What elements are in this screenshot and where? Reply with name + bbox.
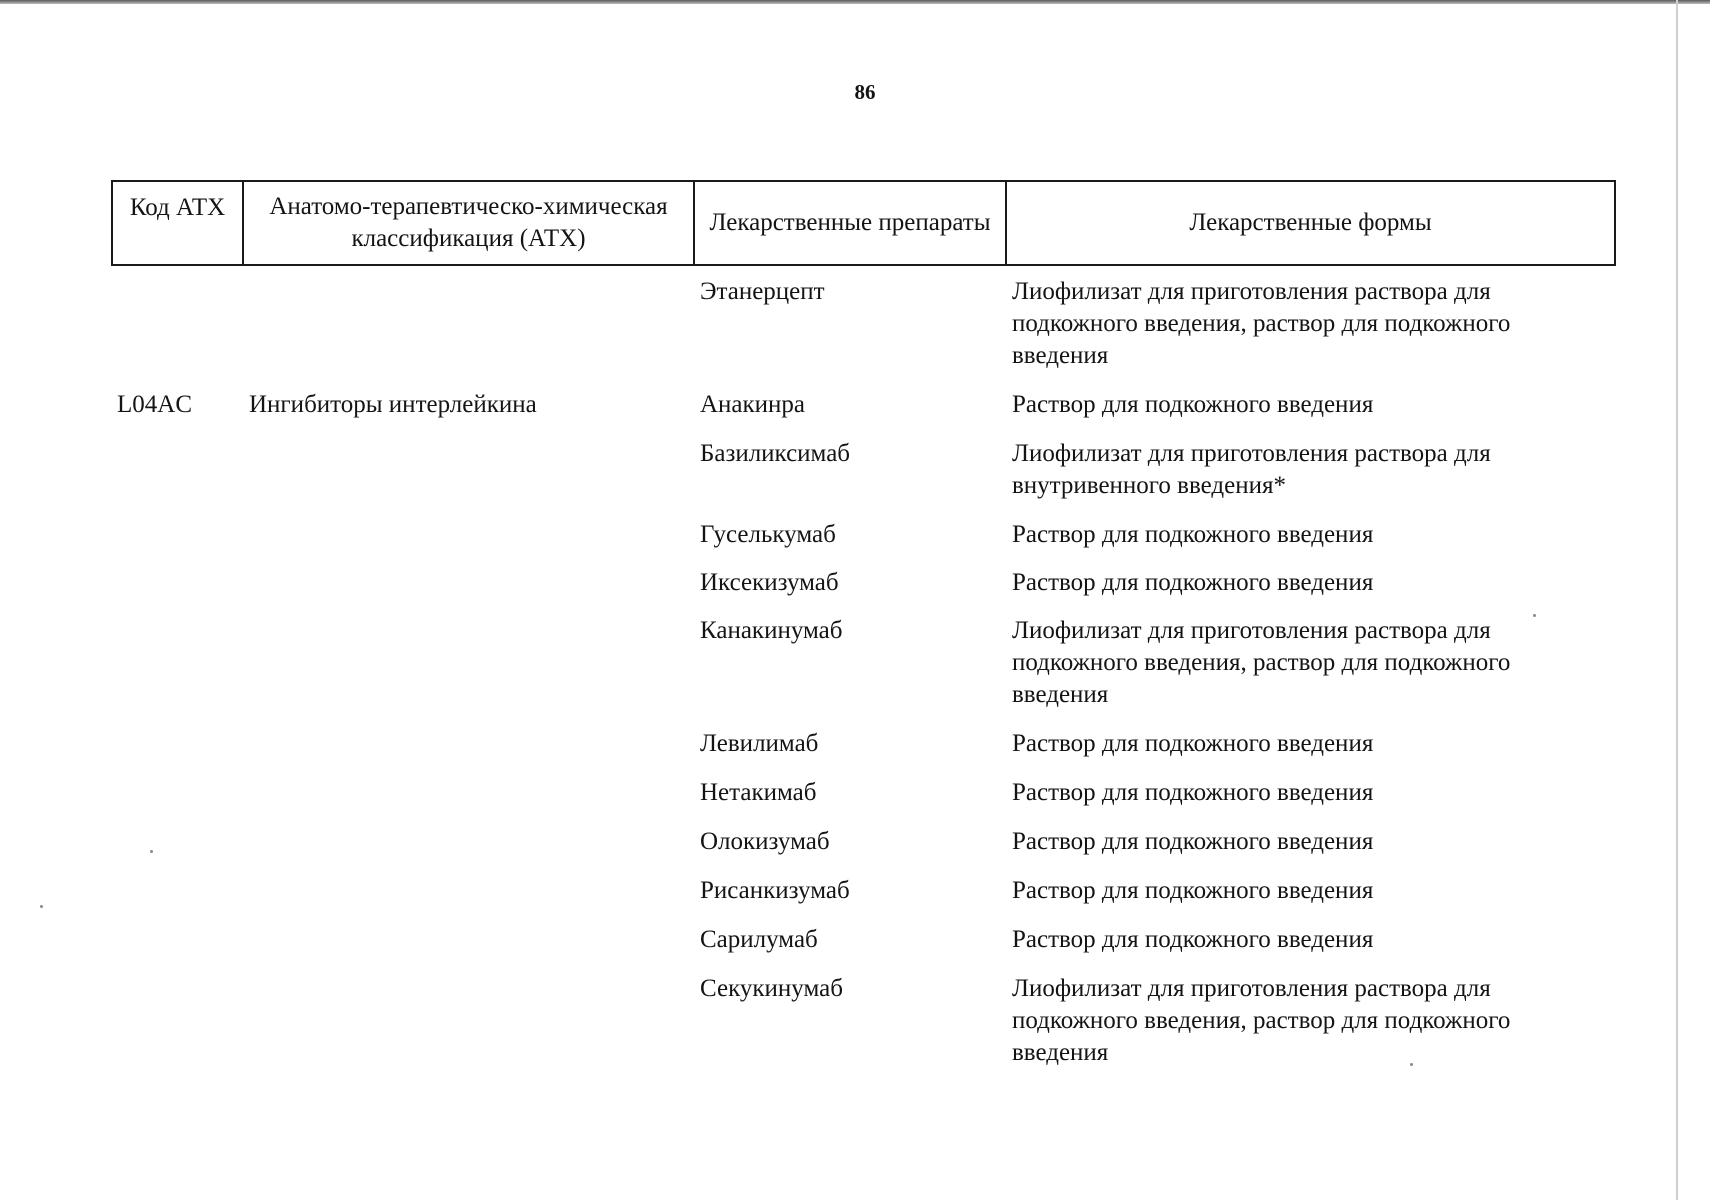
cell-code [111, 519, 242, 551]
cell-form: Лиофилизат для приготовления раствора для подкожного введения, раствор для подкожного введения [1012, 617, 1511, 708]
cell-code: L04AC [117, 391, 192, 418]
cell-code [111, 973, 242, 1069]
table-row [111, 826, 1616, 858]
table-row [111, 728, 1616, 760]
cell-drug: Рисанкизумаб [700, 877, 850, 904]
cell-form: Раствор для подкожного введения [1012, 521, 1374, 548]
table-row [111, 777, 1616, 809]
cell-code [111, 615, 242, 711]
scan-speck [40, 905, 43, 908]
cell-form: Раствор для подкожного введения [1012, 828, 1374, 855]
table-row [111, 875, 1616, 907]
cell-classification [242, 615, 693, 711]
cell-drug: Секукинумаб [700, 975, 843, 1002]
cell-form: Раствор для подкожного введения [1012, 779, 1374, 806]
scan-edge-right [1676, 0, 1678, 1200]
scan-edge-top [0, 0, 1710, 4]
cell-code [111, 777, 242, 809]
table-body [111, 270, 1616, 1069]
cell-drug: Анакинра [700, 391, 806, 418]
cell-code [111, 276, 242, 372]
cell-drug: Иксекизумаб [700, 569, 839, 596]
cell-code [111, 567, 242, 599]
cell-drug: Гуселькумаб [700, 521, 836, 548]
cell-form: Лиофилизат для приготовления раствора для внутривенного введения* [1012, 440, 1491, 499]
table-row [111, 567, 1616, 599]
table-header [111, 180, 1616, 266]
cell-classification: Ингибиторы интерлейкина [249, 391, 537, 418]
cell-drug: Базиликсимаб [700, 440, 851, 467]
cell-classification [242, 438, 693, 502]
table-row [111, 438, 1616, 502]
cell-form: Раствор для подкожного введения [1012, 730, 1374, 757]
table-row [111, 924, 1616, 956]
cell-code [111, 924, 242, 956]
cell-form: Лиофилизат для приготовления раствора для подкожного введения, раствор для подкожного введения [1012, 975, 1511, 1066]
cell-drug: Канакинумаб [700, 617, 843, 644]
cell-code [111, 438, 242, 502]
table-row [111, 973, 1616, 1069]
cell-form: Лиофилизат для приготовления раствора для подкожного введения, раствор для подкожного введения [1012, 278, 1511, 369]
table-row [111, 615, 1616, 711]
cell-drug: Нетакимаб [700, 779, 817, 806]
cell-code [111, 826, 242, 858]
header-forms: Лекарственные формы [1189, 209, 1432, 236]
page-number: 86 [854, 80, 876, 104]
table-row [111, 519, 1616, 551]
cell-classification [242, 924, 693, 956]
header-code: Код АТХ [113, 182, 244, 264]
header-classification: Анатомо-терапевтическо-химическая классификация (АТХ) [244, 182, 695, 264]
cell-classification [242, 826, 693, 858]
cell-drug: Этанерцепт [700, 278, 825, 305]
cell-classification [242, 276, 693, 372]
cell-classification [242, 875, 693, 907]
cell-classification [242, 567, 693, 599]
cell-code [111, 728, 242, 760]
cell-classification [242, 777, 693, 809]
header-drugs: Лекарственные препараты [695, 182, 1007, 264]
cell-form: Раствор для подкожного введения [1012, 569, 1374, 596]
cell-form: Раствор для подкожного введения [1012, 877, 1374, 904]
cell-form: Раствор для подкожного введения [1012, 926, 1374, 953]
cell-code [111, 875, 242, 907]
cell-classification [242, 519, 693, 551]
cell-drug: Олокизумаб [700, 828, 830, 855]
cell-form: Раствор для подкожного введения [1012, 391, 1374, 418]
cell-classification [242, 973, 693, 1069]
table-row [111, 389, 1616, 421]
cell-drug: Сарилумаб [700, 926, 818, 953]
table-row [111, 276, 1616, 372]
cell-drug: Левилимаб [700, 730, 819, 757]
cell-classification [242, 728, 693, 760]
